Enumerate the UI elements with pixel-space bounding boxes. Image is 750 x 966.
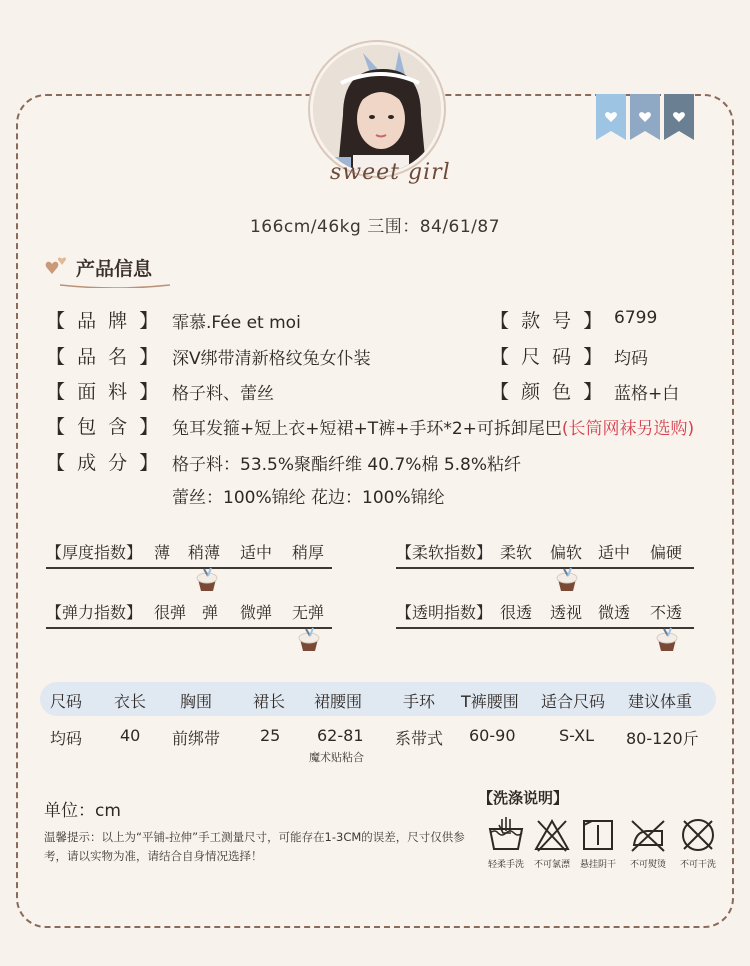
contents-label: 【 包 含 】 [46, 416, 159, 438]
transparency-option-2: 透视 [550, 603, 583, 622]
size-header-cell: 裙腰围 [314, 692, 363, 711]
cupcake-marker-icon [654, 626, 680, 652]
product-name-value: 深V绑带清新格纹兔女仆装 [172, 349, 371, 369]
style-number-value: 6799 [614, 308, 658, 328]
cupcake-marker-icon [194, 566, 220, 592]
size-row-cell: 系带式 [395, 729, 444, 748]
fabric-label: 【 面 料 】 [46, 381, 159, 403]
size-header-cell: 建议体重 [628, 692, 693, 711]
product-info-heading [44, 254, 152, 281]
size-header-cell: 适合尺码 [541, 692, 606, 711]
size-row-cell: 前绑带 [172, 729, 221, 748]
fabric-value: 格子料、蕾丝 [172, 384, 274, 404]
size-header-cell: 裙长 [253, 692, 286, 711]
heading-underline [60, 282, 170, 288]
model-measurements: 166cm/46kg 三围：84/61/87 [249, 217, 501, 237]
size-header-cell: 衣长 [114, 692, 147, 711]
softness-option-3: 适中 [598, 543, 631, 562]
transparency-option-4: 不透 [650, 603, 683, 622]
transparency-option-1: 很透 [500, 603, 533, 622]
size-row-cell: 40 [120, 726, 141, 745]
brand-label: 【 品 牌 】 [46, 310, 159, 332]
transparency-option-3: 微透 [598, 603, 631, 622]
contents-text: 兔耳发箍+短上衣+短裙+T裤+手环*2+可拆卸尾巴 [172, 419, 562, 439]
wash-label: 悬挂阴干 [579, 860, 616, 870]
size-value: 均码 [614, 349, 648, 369]
wash-label: 轻柔手洗 [487, 860, 524, 870]
measurement-tip: 温馨提示：以上为“平铺-拉伸”手工测量尺寸，可能存在1-3CM的误差，尺寸仅供参考，请以实物为准，请结合自身情况选择！ [44, 830, 465, 863]
softness-index-label: 【柔软指数】 [396, 543, 493, 562]
contents-note: (长筒网袜另选购) [561, 419, 695, 439]
size-row-cell: 80-120斤 [626, 729, 699, 748]
hearts-icon [44, 255, 70, 281]
no-iron-icon [628, 815, 668, 855]
model-avatar [310, 42, 444, 176]
elasticity-option-1: 很弹 [154, 603, 187, 622]
thickness-option-1: 薄 [154, 543, 171, 562]
unit-label: 单位：cm [44, 801, 121, 821]
thickness-index-line [46, 567, 332, 569]
heart-flags-decoration [596, 94, 696, 142]
elasticity-option-4: 无弹 [292, 603, 325, 622]
product-name-label: 【 品 名 】 [46, 346, 159, 368]
size-header-cell: 尺码 [50, 692, 83, 711]
no-bleach-icon [532, 815, 572, 855]
color-label: 【 颜 色 】 [490, 381, 603, 403]
softness-option-1: 柔软 [500, 543, 533, 562]
softness-index-line [396, 567, 694, 569]
size-row-cell: 62-81 [317, 726, 364, 745]
wash-label: 不可干洗 [679, 860, 716, 870]
transparency-index-label: 【透明指数】 [396, 603, 493, 622]
section-title: 产品信息 [76, 258, 153, 280]
size-row-cell: S-XL [559, 726, 595, 745]
hang-dry-icon [578, 815, 618, 855]
size-row-cell: 60-90 [469, 726, 516, 745]
thickness-option-2: 稍薄 [188, 543, 221, 562]
hand-wash-icon [486, 815, 526, 855]
size-row-cell: 均码 [50, 729, 83, 748]
composition-value-2: 蕾丝：100%锦纶 花边：100%锦纶 [172, 488, 445, 508]
size-row-note: 魔术贴粘合 [309, 751, 364, 764]
elasticity-option-3: 微弹 [240, 603, 273, 622]
thickness-index-label: 【厚度指数】 [46, 543, 143, 562]
size-row-cell: 25 [260, 726, 281, 745]
transparency-index-line [396, 627, 694, 629]
elasticity-index-label: 【弹力指数】 [46, 603, 143, 622]
style-number-label: 【 款 号 】 [490, 310, 603, 332]
softness-option-2: 偏软 [550, 543, 583, 562]
size-header-cell: 胸围 [180, 692, 213, 711]
thickness-option-4: 稍厚 [292, 543, 325, 562]
contents-value [172, 414, 694, 439]
cupcake-marker-icon [296, 626, 322, 652]
softness-option-4: 偏硬 [650, 543, 683, 562]
size-header-cell: T裤腰围 [461, 692, 519, 711]
no-dry-clean-icon [678, 815, 718, 855]
wash-instructions-title: 【洗涤说明】 [478, 789, 569, 807]
elasticity-option-2: 弹 [202, 603, 219, 622]
color-value: 蓝格+白 [614, 384, 680, 404]
size-label: 【 尺 码 】 [490, 346, 603, 368]
composition-label: 【 成 分 】 [46, 452, 159, 474]
cupcake-marker-icon [554, 566, 580, 592]
size-header-cell: 手环 [403, 692, 436, 711]
wash-label: 不可熨烫 [629, 860, 666, 870]
thickness-index [46, 540, 325, 563]
elasticity-index [46, 600, 325, 623]
brand-value: 霏慕.Fée et moi [172, 313, 301, 333]
elasticity-index-line [46, 627, 332, 629]
thickness-option-3: 适中 [240, 543, 273, 562]
composition-value: 格子料：53.5%聚酯纤维 40.7%棉 5.8%粘纤 [172, 455, 522, 475]
transparency-index [396, 600, 683, 623]
sweet-girl-script-title: sweet girl [330, 160, 451, 185]
softness-index [396, 540, 683, 563]
wash-label: 不可氯漂 [533, 860, 570, 870]
